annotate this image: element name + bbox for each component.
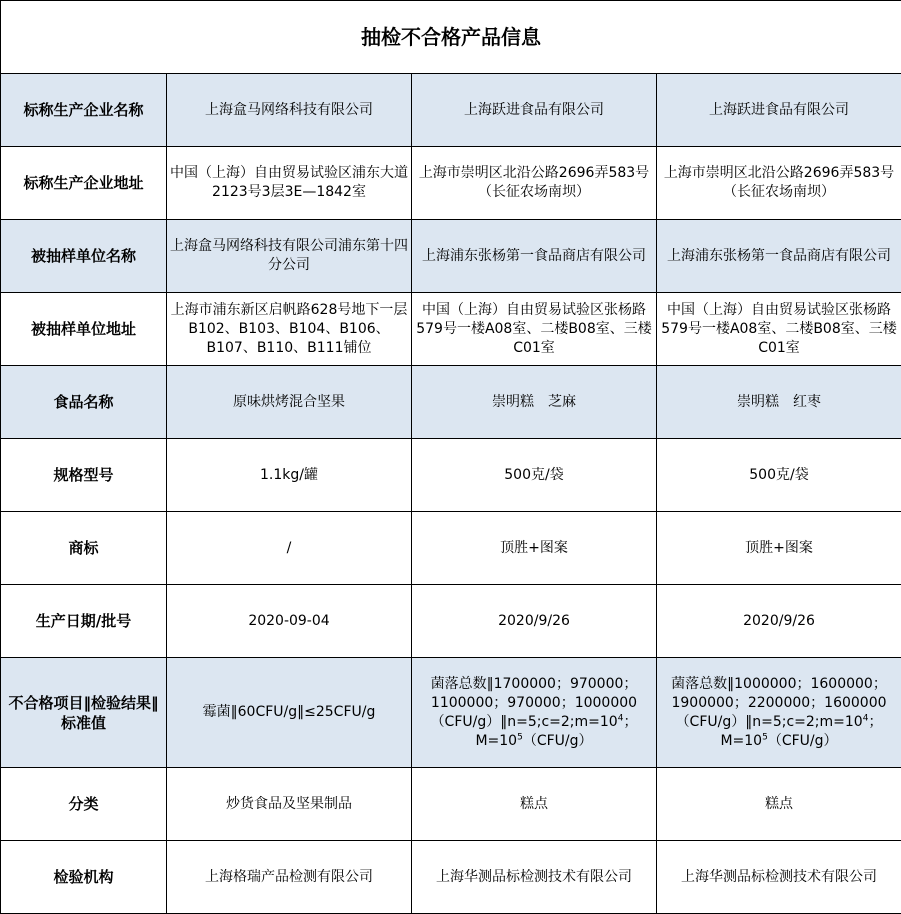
table-cell: 2020/9/26 — [657, 585, 901, 658]
table-cell: 糕点 — [657, 768, 901, 841]
table-title: 抽检不合格产品信息 — [1, 1, 901, 74]
row-label: 标称生产企业地址 — [1, 147, 167, 220]
table-cell: 上海市崇明区北沿公路2696弄583号（长征农场南坝） — [657, 147, 901, 220]
table-cell — [657, 658, 901, 768]
table-cell: 上海盒马网络科技有限公司浦东第十四分公司 — [167, 220, 412, 293]
fail-text: （CFU/g） — [522, 732, 593, 749]
table-cell: 崇明糕 芝麻 — [412, 366, 657, 439]
row-label: 检验机构 — [1, 841, 167, 914]
table-row — [1, 512, 901, 585]
row-label: 食品名称 — [1, 366, 167, 439]
row-label: 生产日期/批号 — [1, 585, 167, 658]
row-label: 标称生产企业名称 — [1, 74, 167, 147]
row-label: 被抽样单位名称 — [1, 220, 167, 293]
table-cell — [412, 658, 657, 768]
title-row — [1, 1, 901, 74]
table-cell: 500克/袋 — [412, 439, 657, 512]
row-label: 不合格项目‖检验结果‖标准值 — [1, 658, 167, 768]
table-cell: 炒货食品及坚果制品 — [167, 768, 412, 841]
table-cell: 顶胜+图案 — [412, 512, 657, 585]
table-cell: 中国（上海）自由贸易试验区张杨路579号一楼A08室、二楼B08室、三楼C01室 — [412, 293, 657, 366]
fail-text: ；M=10 — [720, 713, 883, 749]
table-cell: 上海跃进食品有限公司 — [412, 74, 657, 147]
table-cell: 上海跃进食品有限公司 — [657, 74, 901, 147]
table-cell: 顶胜+图案 — [657, 512, 901, 585]
row-label: 规格型号 — [1, 439, 167, 512]
table-cell: 上海市崇明区北沿公路2696弄583号（长征农场南坝） — [412, 147, 657, 220]
table-row — [1, 366, 901, 439]
table-cell: 上海浦东张杨第一食品商店有限公司 — [412, 220, 657, 293]
table-cell: 糕点 — [412, 768, 657, 841]
table-cell: 上海盒马网络科技有限公司 — [167, 74, 412, 147]
exponent: 5 — [517, 731, 523, 742]
exponent: 4 — [862, 712, 869, 723]
table-cell: 500克/袋 — [657, 439, 901, 512]
table-cell: 1.1kg/罐 — [167, 439, 412, 512]
table-row — [1, 74, 901, 147]
table-row — [1, 585, 901, 658]
fail-text: ；M=10 — [475, 713, 638, 749]
table-row — [1, 293, 901, 366]
table-row — [1, 658, 901, 768]
table-row — [1, 220, 901, 293]
table-cell: 中国（上海）自由贸易试验区张杨路579号一楼A08室、二楼B08室、三楼C01室 — [657, 293, 901, 366]
fail-text: 菌落总数‖1700000；970000；1100000；970000；1000000（CFU/g）‖n=5;c=2;m=10 — [430, 675, 638, 730]
table-row — [1, 768, 901, 841]
table-row — [1, 147, 901, 220]
table-cell: 上海浦东张杨第一食品商店有限公司 — [657, 220, 901, 293]
table-cell: 崇明糕 红枣 — [657, 366, 901, 439]
table-cell: 上海华测品标检测技术有限公司 — [412, 841, 657, 914]
fail-text: 菌落总数‖1000000；1600000；1900000；2200000；1600000（CFU/g）‖n=5;c=2;m=10 — [671, 675, 887, 730]
exponent: 5 — [762, 731, 768, 742]
table-cell: 2020/9/26 — [412, 585, 657, 658]
table-cell: 上海格瑞产品检测有限公司 — [167, 841, 412, 914]
table-cell: 中国（上海）自由贸易试验区浦东大道2123号3层3E—1842室 — [167, 147, 412, 220]
table-row — [1, 439, 901, 512]
row-label: 被抽样单位地址 — [1, 293, 167, 366]
table-cell: 2020-09-04 — [167, 585, 412, 658]
table-row — [1, 841, 901, 914]
table-cell: 霉菌‖60CFU/g‖≤25CFU/g — [167, 658, 412, 768]
row-label: 商标 — [1, 512, 167, 585]
exponent: 4 — [617, 712, 624, 723]
table-cell: / — [167, 512, 412, 585]
table-cell: 原味烘烤混合坚果 — [167, 366, 412, 439]
fail-text: （CFU/g） — [767, 732, 838, 749]
table-cell: 上海市浦东新区启帆路628号地下一层B102、B103、B104、B106、B107、B110、B111铺位 — [167, 293, 412, 366]
table-cell: 上海华测品标检测技术有限公司 — [657, 841, 901, 914]
row-label: 分类 — [1, 768, 167, 841]
